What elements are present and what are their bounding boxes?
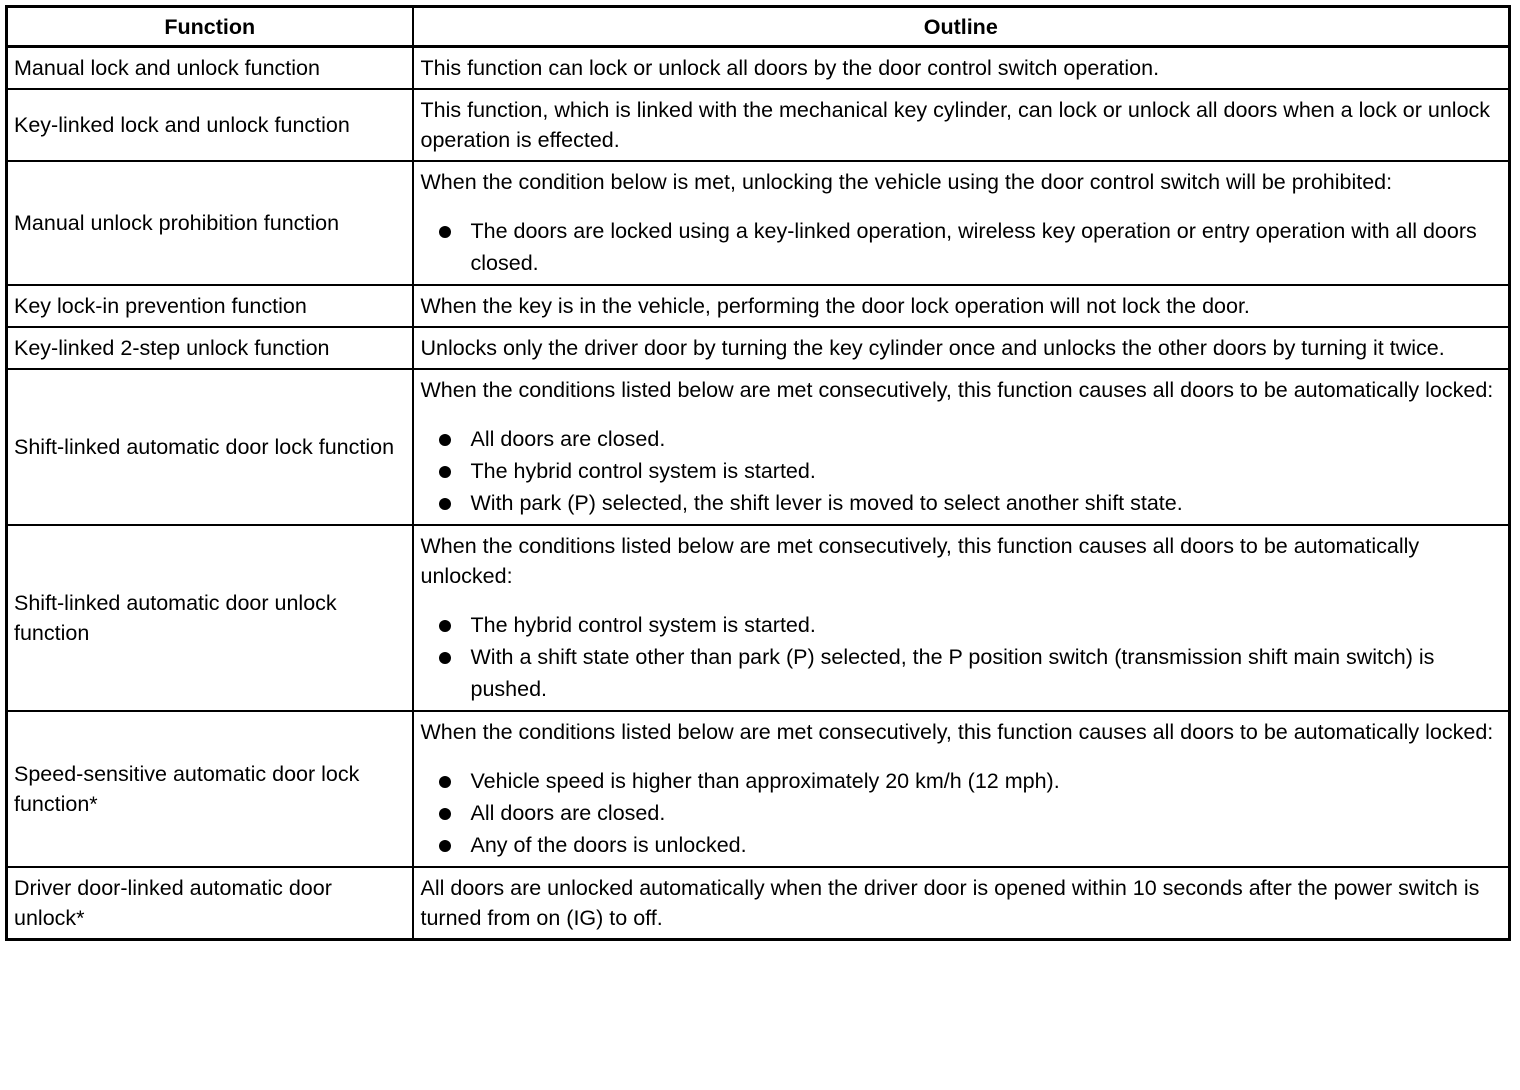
function-cell: Manual unlock prohibition function [7, 161, 413, 285]
outline-cell [413, 369, 1510, 525]
outline-cell [413, 327, 1510, 369]
bullet-text: The doors are locked using a key-linked operation, wireless key operation or entry operation with all doors closed. [470, 219, 1477, 275]
bullet-list [421, 215, 1499, 279]
outline-text: When the key is in the vehicle, performing the door lock operation will not lock the door. [420, 294, 1250, 318]
bullet-dot-icon [439, 652, 451, 664]
outline-cell [413, 47, 1510, 90]
outline-text: This function can lock or unlock all doors by the door control switch operation. [420, 56, 1160, 80]
table-row [7, 711, 1510, 867]
function-cell: Driver door-linked automatic door unlock* [7, 867, 413, 940]
bullet-list [421, 765, 1499, 861]
bullet-item [421, 487, 1499, 519]
outline-text: When the condition below is met, unlocking the vehicle using the door control switch will be prohibited: [420, 170, 1393, 194]
function-cell: Key-linked 2-step unlock function [7, 327, 413, 369]
bullet-dot-icon [439, 434, 451, 446]
function-table-container [5, 5, 1508, 941]
bullet-text: All doors are closed. [470, 427, 666, 451]
bullet-item [421, 455, 1499, 487]
outline-text: When the conditions listed below are met consecutively, this function causes all doors to be automatically unlocked: [420, 534, 1420, 588]
bullet-item [421, 797, 1499, 829]
bullet-text: With park (P) selected, the shift lever is moved to select another shift state. [470, 491, 1183, 515]
function-cell: Shift-linked automatic door unlock function [7, 525, 413, 711]
bullet-list [421, 609, 1499, 705]
bullet-dot-icon [439, 620, 451, 632]
table-row [7, 285, 1510, 327]
bullet-text: All doors are closed. [470, 801, 666, 825]
function-cell: Manual lock and unlock function [7, 47, 413, 90]
function-cell: Speed-sensitive automatic door lock function* [7, 711, 413, 867]
header-function: Function [7, 7, 413, 47]
table-row [7, 47, 1510, 90]
table-row [7, 161, 1510, 285]
bullet-dot-icon [439, 840, 451, 852]
bullet-text: The hybrid control system is started. [470, 613, 816, 637]
outline-cell [413, 285, 1510, 327]
bullet-item [421, 765, 1499, 797]
bullet-item [421, 215, 1499, 279]
outline-text: When the conditions listed below are met consecutively, this function causes all doors to be automatically locked: [420, 378, 1494, 402]
table-row [7, 89, 1510, 161]
bullet-dot-icon [439, 226, 451, 238]
outline-text: Unlocks only the driver door by turning the key cylinder once and unlocks the other doors by turning it twice. [420, 336, 1445, 360]
function-cell: Shift-linked automatic door lock function [7, 369, 413, 525]
outline-cell [413, 89, 1510, 161]
header-outline: Outline [413, 7, 1510, 47]
bullet-dot-icon [439, 808, 451, 820]
outline-cell [413, 161, 1510, 285]
outline-text: When the conditions listed below are met consecutively, this function causes all doors to be automatically locked: [420, 720, 1494, 744]
bullet-item [421, 641, 1499, 705]
bullet-text: With a shift state other than park (P) selected, the P position switch (transmission shift main switch) is pushed. [470, 645, 1435, 701]
outline-text: This function, which is linked with the mechanical key cylinder, can lock or unlock all doors when a lock or unlock operation is effected. [420, 98, 1491, 152]
outline-cell [413, 867, 1510, 940]
bullet-text: Vehicle speed is higher than approximately 20 km/h (12 mph). [470, 769, 1060, 793]
table-row [7, 369, 1510, 525]
outline-text: All doors are unlocked automatically when the driver door is opened within 10 seconds after the power switch is turned from on (IG) to off. [420, 876, 1480, 930]
bullet-dot-icon [439, 466, 451, 478]
outline-cell [413, 711, 1510, 867]
bullet-text: Any of the doors is unlocked. [470, 833, 747, 857]
bullet-item [421, 423, 1499, 455]
bullet-item [421, 829, 1499, 861]
bullet-item [421, 609, 1499, 641]
bullet-dot-icon [439, 776, 451, 788]
bullet-dot-icon [439, 498, 451, 510]
outline-cell [413, 525, 1510, 711]
table-row [7, 867, 1510, 940]
table-row [7, 525, 1510, 711]
function-cell: Key lock-in prevention function [7, 285, 413, 327]
function-outline-table [5, 5, 1511, 941]
table-row [7, 327, 1510, 369]
table-header-row [7, 7, 1510, 47]
function-cell: Key-linked lock and unlock function [7, 89, 413, 161]
bullet-list [421, 423, 1499, 519]
bullet-text: The hybrid control system is started. [470, 459, 816, 483]
